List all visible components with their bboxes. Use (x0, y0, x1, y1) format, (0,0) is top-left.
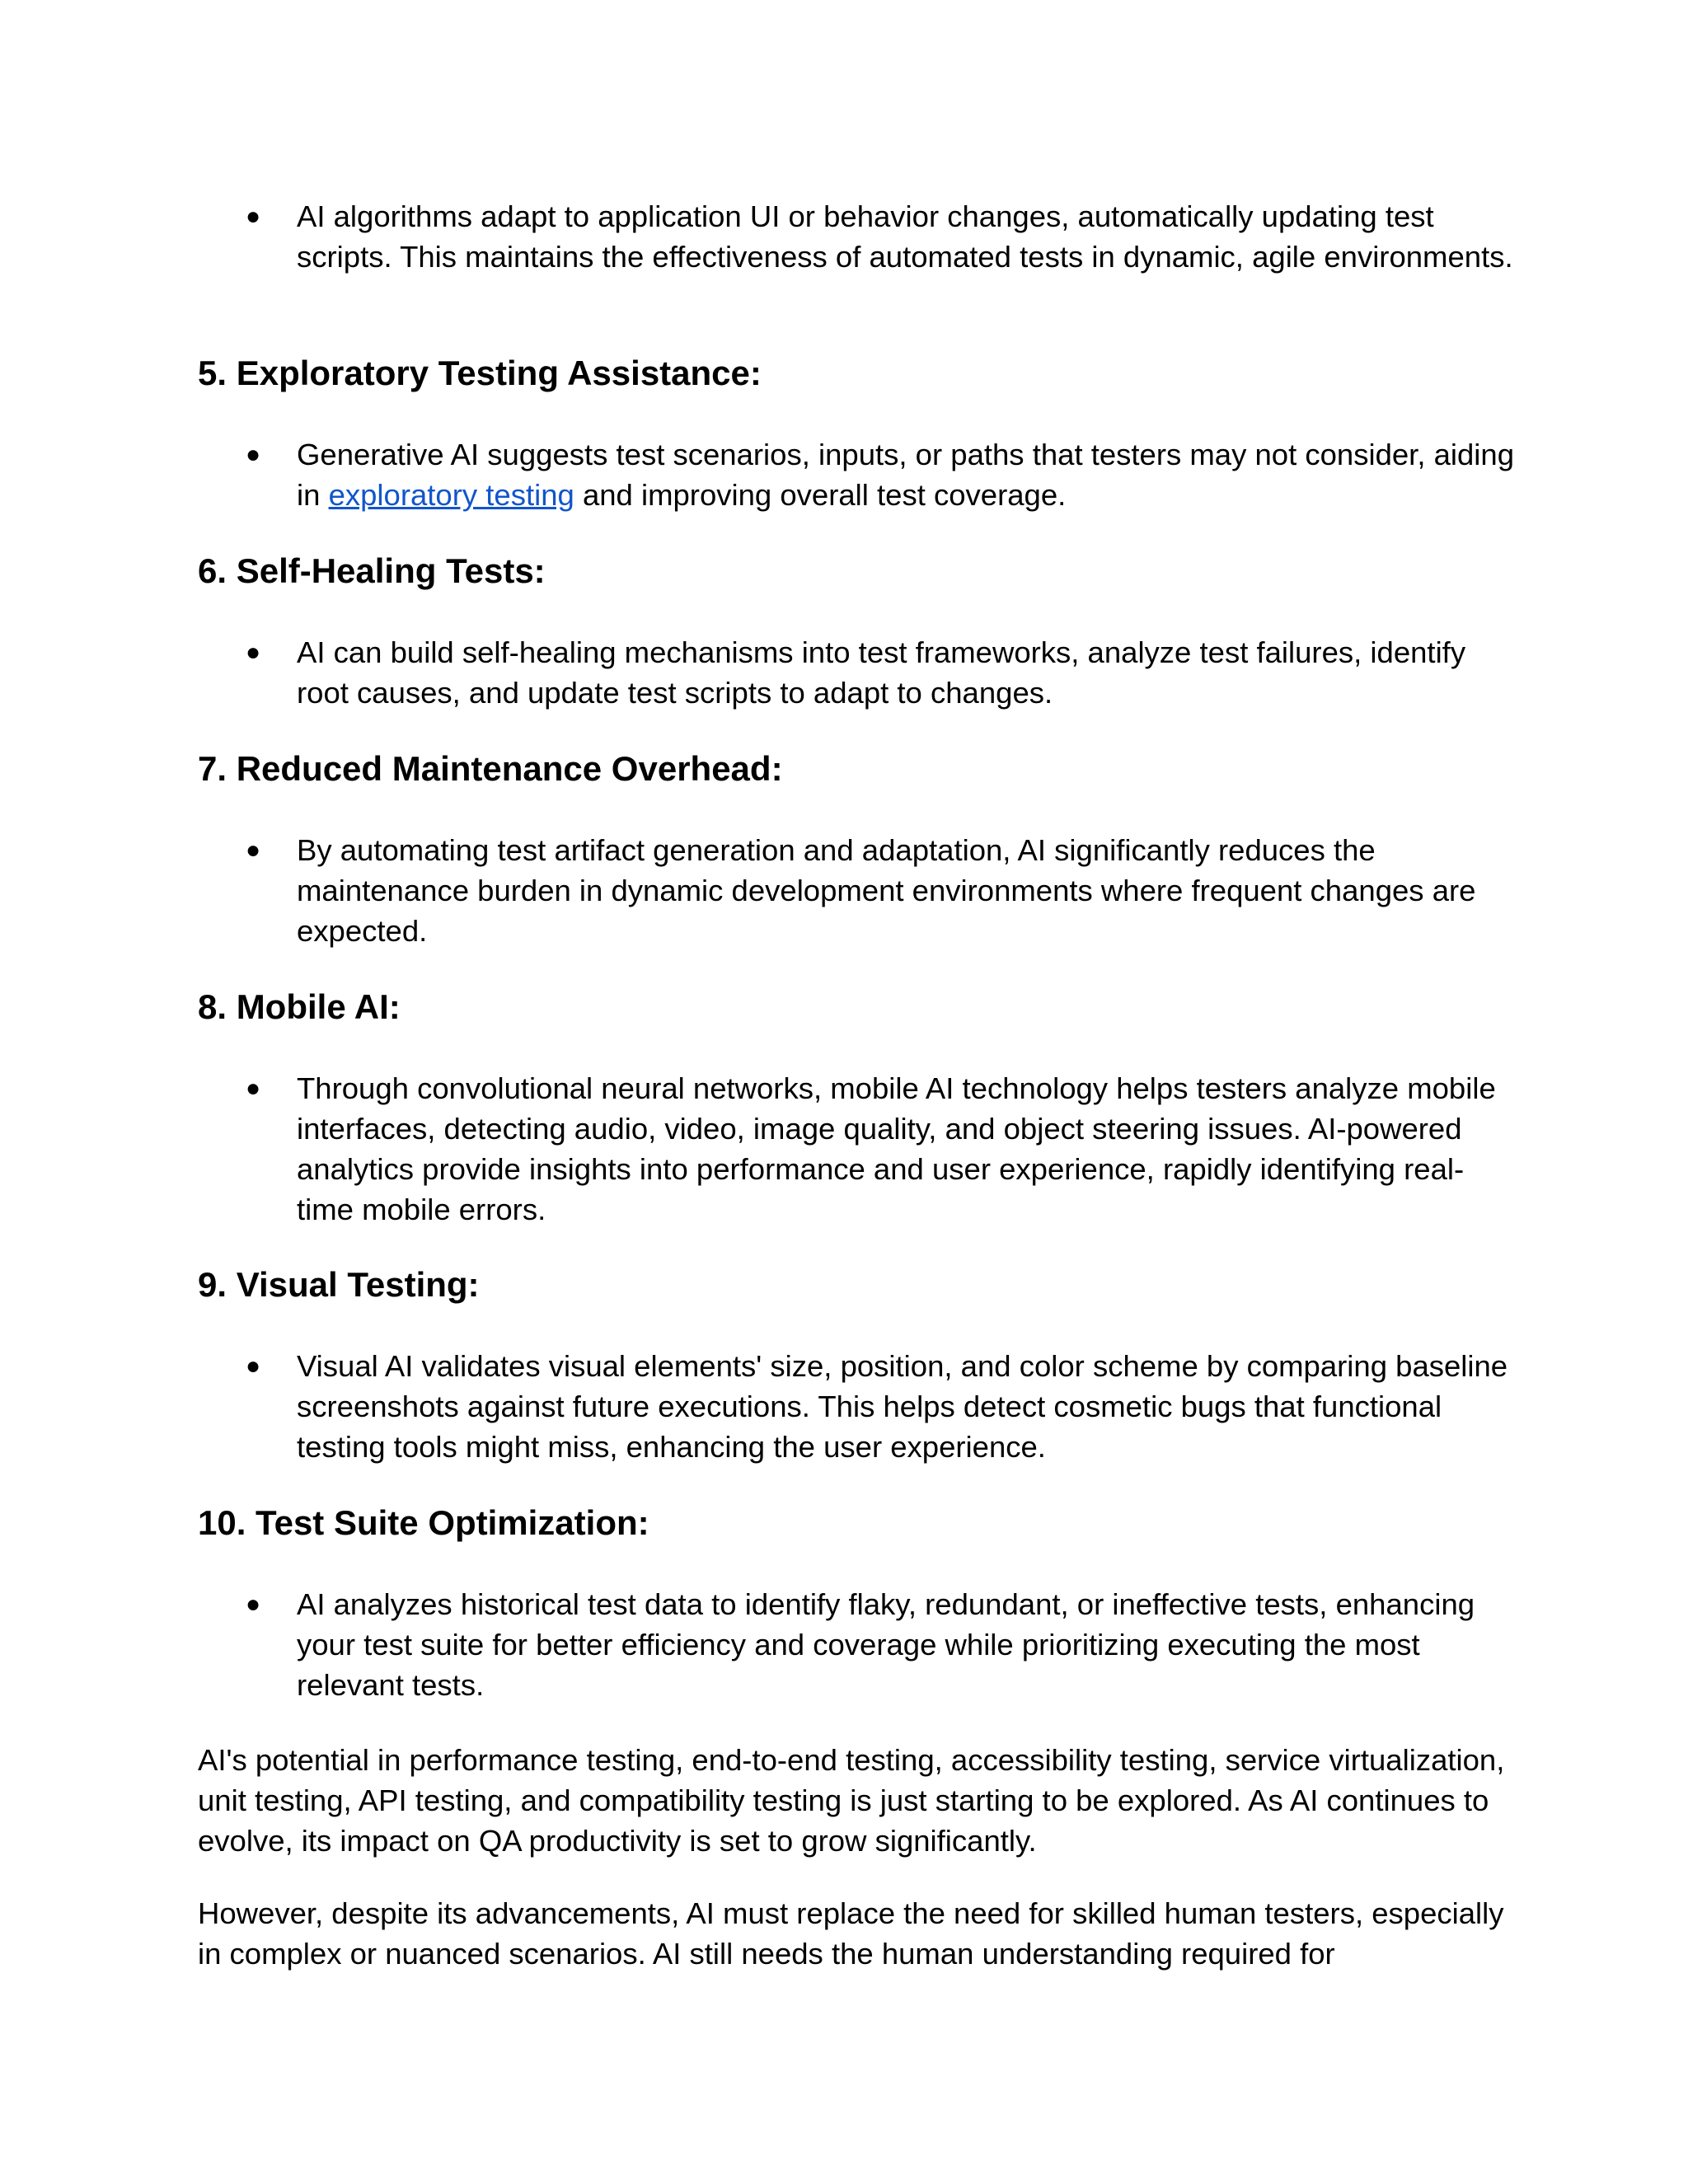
bullet-icon: ● (246, 203, 261, 230)
list-item (198, 1068, 1517, 1230)
bullet-text: AI analyzes historical test data to identify flaky, redundant, or ineffective tests, enhancing your test suite for better efficiency and coverage while prioritizing executing the most relevant tests. (297, 1587, 1475, 1702)
section-8-list (198, 1068, 1517, 1230)
list-item (198, 196, 1517, 277)
bullet-text: By automating test artifact generation and adaptation, AI significantly reduces the maintenance burden in dynamic development environments where frequent changes are expected. (297, 833, 1476, 948)
list-item (198, 1584, 1517, 1705)
section-7-list (198, 830, 1517, 951)
section-heading: 9. Visual Testing: (198, 1265, 480, 1304)
section-8 (198, 986, 1517, 1029)
list-item (198, 830, 1517, 951)
bullet-icon: ● (246, 1352, 261, 1380)
section-5 (198, 352, 1517, 395)
bullet-text: Generative AI suggests test scenarios, inputs, or paths that testers may not consider, aiding in (297, 438, 1515, 512)
section-heading: 6. Self-Healing Tests: (198, 551, 546, 590)
section-4-continuation (198, 196, 1517, 277)
bullet-text: and improving overall test coverage. (574, 478, 1067, 512)
bullet-text: Through convolutional neural networks, mobile AI technology helps testers analyze mobile interfaces, detecting audio, video, image quality, and object steering issues. AI-powered analytics provide insights into performance and user experience, rapidly identifying real-time mobile errors. (297, 1071, 1496, 1226)
bullet-icon: ● (246, 441, 261, 468)
bullet-icon: ● (246, 837, 261, 864)
section-heading: 10. Test Suite Optimization: (198, 1503, 649, 1542)
section-10-list (198, 1584, 1517, 1705)
list-item (198, 1346, 1517, 1467)
paragraph-1-block (198, 1740, 1517, 1861)
section-heading: 8. Mobile AI: (198, 987, 401, 1026)
section-6-list (198, 632, 1517, 713)
paragraph-2-block (198, 1893, 1517, 1974)
body-paragraph: AI's potential in performance testing, end-to-end testing, accessibility testing, service virtualization, unit testing, API testing, and compatibility testing is just starting to be explored. As AI continues to evolve, its impact on QA productivity is set to grow significantly. (198, 1743, 1505, 1858)
section-7 (198, 748, 1517, 790)
list-item (198, 434, 1517, 515)
bullet-text: AI algorithms adapt to application UI or behavior changes, automatically updating test scripts. This maintains the effectiveness of automated tests in dynamic, agile environments. (297, 199, 1513, 274)
bullet-text: AI can build self-healing mechanisms into test frameworks, analyze test failures, identify root causes, and update test scripts to adapt to changes. (297, 635, 1466, 710)
section-heading: 7. Reduced Maintenance Overhead: (198, 749, 783, 788)
exploratory-testing-link[interactable]: exploratory testing (328, 478, 574, 512)
section-9 (198, 1263, 1517, 1306)
section-5-list (198, 434, 1517, 515)
bullet-icon: ● (246, 1075, 261, 1102)
section-10 (198, 1502, 1517, 1544)
bullet-text: Visual AI validates visual elements' size, position, and color scheme by comparing baseline screenshots against future executions. This helps detect cosmetic bugs that functional testing tools might miss, enhancing the user experience. (297, 1349, 1508, 1464)
section-9-list (198, 1346, 1517, 1467)
bullet-icon: ● (246, 639, 261, 666)
section-heading: 5. Exploratory Testing Assistance: (198, 354, 762, 392)
list-item (198, 632, 1517, 713)
bullet-icon: ● (246, 1591, 261, 1618)
body-paragraph: However, despite its advancements, AI must replace the need for skilled human testers, especially in complex or nuanced scenarios. AI still needs the human understanding required for (198, 1896, 1504, 1971)
section-6 (198, 550, 1517, 593)
